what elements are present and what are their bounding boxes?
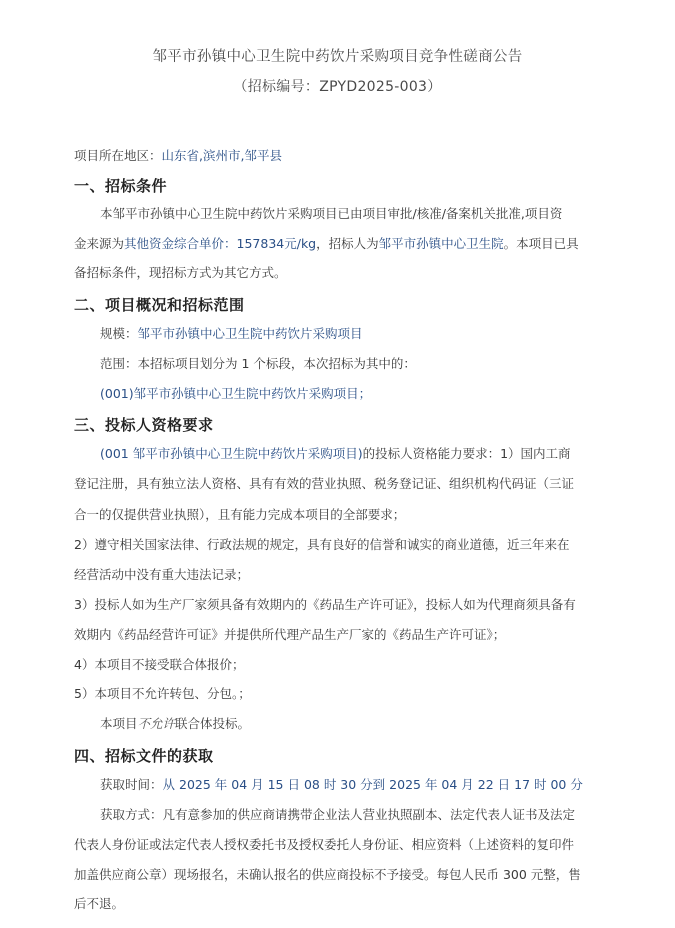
section-heading-qualification: 三、投标人资格要求 [74, 416, 214, 434]
time-label: 获取时间： [100, 777, 163, 792]
section-heading-documents: 四、招标文件的获取 [74, 747, 214, 765]
region-value: 山东省,滨州市,邹平县 [161, 148, 282, 163]
time-value: 从 2025 年 04 月 15 日 08 时 30 分到 2025 年 04 月 22 日 17 时 00 分 [162, 777, 583, 792]
tender-number: （招标编号：ZPYD2025-003） [233, 79, 442, 95]
tenderer-value: 邹平市孙镇中心卫生院 [378, 236, 504, 251]
acquisition-line-3: 加盖供应商公章）现场报名，未确认报名的供应商投标不予接受。每包人民币 300 元整，售 [74, 867, 581, 882]
qualification-line-2: 登记注册，具有独立法人资格、具有有效的营业执照、税务登记证、组织机构代码证（三证 [74, 476, 575, 491]
acquisition-line-1: 获取方式：凡有意参加的供应商请携带企业法人营业执照副本、法定代表人证书及法定 [100, 807, 576, 822]
conditions-line-1: 本邹平市孙镇中心卫生院中药饮片采购项目已由项目审批/核准/备案机关批准,项目资 [100, 206, 563, 221]
scale-value: 邹平市孙镇中心卫生院中药饮片采购项目 [137, 326, 363, 341]
qualification-lot: (001 邹平市孙镇中心卫生院中药饮片采购项目) [100, 446, 363, 461]
qualification-line-7: 效期内《药品经营许可证》并提供所代理产品生产厂家的《药品生产许可证》； [74, 627, 506, 642]
conditions-tail: 。本项目已具 [503, 236, 579, 251]
acquisition-time [100, 777, 640, 793]
qualification-line-9: 5）本项目不允许转包、分包。； [74, 686, 251, 701]
project-region [74, 148, 614, 164]
qualification-intro: 的投标人资格能力要求：1）国内工商 [362, 446, 571, 461]
consortium-value: 不允许 [137, 716, 176, 731]
conditions-line-2 [74, 236, 614, 252]
qualification-line-6: 3）投标人如为生产厂家须具备有效期内的《药品生产许可证》，投标人如为代理商须具备有 [74, 597, 576, 612]
project-range: 范围：本招标项目划分为 1 个标段，本次招标为其中的： [100, 356, 416, 371]
qualification-line-3: 合一的仅提供营业执照），且有能力完成本项目的全部要求； [74, 507, 406, 522]
section-heading-conditions: 一、招标条件 [74, 177, 168, 195]
consortium-suffix: 联合体投标。 [175, 716, 251, 731]
lot-item: (001)邹平市孙镇中心卫生院中药饮片采购项目； [100, 386, 372, 401]
qualification-line-4: 2）遵守相关国家法律、行政法规的规定，具有良好的信誉和诚实的商业道德，近三年来在 [74, 537, 570, 552]
project-scale [100, 326, 640, 342]
qualification-line-1 [100, 446, 640, 462]
acquisition-line-4: 后不退。 [74, 896, 125, 911]
section-heading-overview: 二、项目概况和招标范围 [74, 296, 245, 314]
consortium-prefix: 本项目 [100, 716, 138, 731]
acquisition-line-2: 代表人身份证或法定代表人授权委托书及授权委托人身份证、相应资料（上述资料的复印件 [74, 837, 575, 852]
document-title: 邹平市孙镇中心卫生院中药饮片采购项目竞争性磋商公告 [152, 49, 523, 65]
funding-label: 金来源为 [74, 236, 125, 251]
qualification-line-8: 4）本项目不接受联合体报价； [74, 657, 245, 672]
funding-value: 其他资金综合单价：157834元/kg [124, 236, 317, 251]
scale-label: 规模： [100, 326, 138, 341]
region-label: 项目所在地区： [74, 148, 162, 163]
tenderer-label: ，招标人为 [316, 236, 379, 251]
qualification-line-5: 经营活动中没有重大违法记录； [74, 567, 250, 582]
conditions-line-3: 备招标条件，现招标方式为其它方式。 [74, 265, 287, 280]
consortium-note [100, 716, 640, 732]
